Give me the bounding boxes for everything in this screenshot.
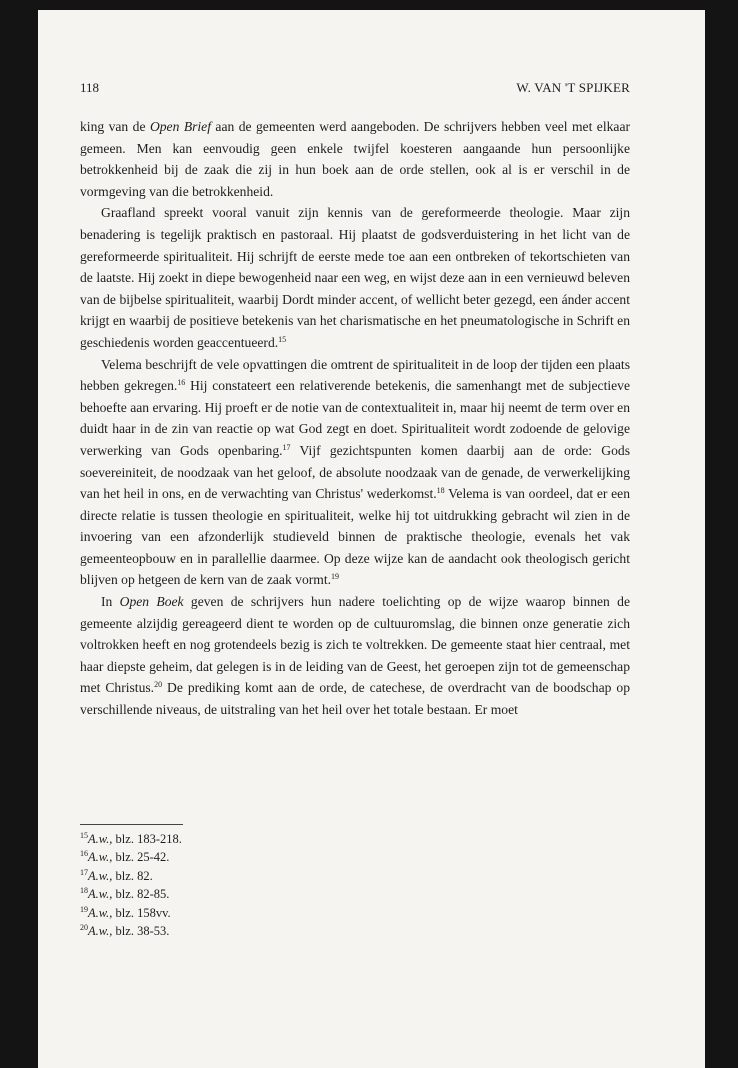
footnote-number: 18 [80, 886, 88, 896]
text-run: In [101, 594, 120, 610]
paragraph [80, 116, 630, 202]
footnote-ref: 15 [278, 334, 287, 344]
footnote [80, 867, 380, 885]
footnote [80, 848, 380, 866]
text-run: king van de [80, 119, 150, 134]
footnote-ref-abbrev: A.w., [88, 905, 113, 920]
body-text [80, 116, 630, 721]
footnote-number: 20 [80, 923, 88, 933]
footnote [80, 885, 380, 903]
paragraph [80, 591, 630, 721]
footnote-text: blz. 82-85. [112, 887, 170, 902]
footnote-ref-abbrev: A.w., [88, 924, 113, 939]
italic-title: Open Boek [119, 594, 184, 610]
footnote-text: blz. 82. [112, 868, 153, 883]
footnote [80, 922, 380, 940]
text-run: Hij constateert een relativerende betekenis, die samenhangt met de subjectieve behoefte aan ervaring. Hij proeft er de notie van de contextualiteit in, maar hij neemt de term over en duidt haar in de zin van reactie op wat God zegt en doet. Spiritualiteit wordt zodoende de gelovige verwerking van Gods openbaring. [80, 378, 630, 458]
footnote-text: blz. 158vv. [112, 905, 171, 920]
text-run: De prediking komt aan de orde, de catechese, de overdracht van de boodschap op verschillende niveaus, de uitstraling van het heil over het totale bestaan. Er moet [80, 680, 630, 718]
footnote-ref-abbrev: A.w., [88, 887, 113, 902]
scan-border-left [0, 0, 38, 1068]
footnote-ref: 17 [282, 442, 291, 452]
footnote-text: blz. 38-53. [112, 924, 170, 939]
running-head: W. VAN 'T SPIJKER [516, 80, 630, 95]
footnote-ref-abbrev: A.w., [88, 832, 113, 846]
footnote-number: 17 [80, 867, 88, 877]
footnote-separator [80, 824, 183, 825]
footnote-text: blz. 183-218. [112, 832, 182, 846]
footnote-ref: 16 [177, 378, 186, 388]
text-run: Velema is van oordeel, dat er een directe relatie is tussen theologie en spiritualiteit, welke hij tot uitdrukking gebracht wil zien in de invoering van een afzonderlijk studieveld binnen de praktische theologie, evenals het vak gemeenteopbouw en in parallellie daarmee. Op deze wijze kan de aandacht ook theologisch gericht blijven op hetgeen de kern van de zaak vormt. [80, 486, 630, 588]
text-run: Velema beschrijft de vele opvattingen die omtrent de spiritualiteit in de loop der tijden een plaats hebben gekregen. [80, 356, 630, 394]
scan-border-right [705, 0, 738, 1068]
text-run: geven de schrijvers hun nadere toelichting op de wijze waarop binnen de gemeente alzijdig gereageerd dient te worden op de cultuuromslag, die binnen onze generatie zich voltrokken heeft en nog grotendeels bezig is zich te voltrekken. De gemeente staat hier centraal, met haar diepste geheim, dat gelegen is in de leiding van de Geest, het geroepen zijn tot de gemeenschap met Christus. [80, 594, 630, 696]
scan-border-top [0, 0, 738, 10]
footnotes [80, 830, 380, 940]
text-run: Graafland spreekt vooral vanuit zijn kennis van de gereformeerde theologie. Maar zijn benadering is tegelijk praktisch en pastoraal. Hij plaatst de godsverduistering in het licht van de gereformeerde spiritualiteit. Hij schrijft de eerste mede toe aan een ontbreken of tekortschieten van de laatste. Hij zoekt in diepe bewogenheid naar een weg, en wijst deze aan in een vernieuwd beleven van de bijbelse spiritualiteit, waarbij Dordt minder accent, of wellicht beter gezegd, een ánder accent krijgt en waarbij de positieve betekenis van het charismatische en het pneumatologische in Schrift en geschiedenis worden geaccentueerd. [80, 205, 630, 350]
page-number: 118 [80, 80, 100, 95]
italic-title: Open Brief [149, 119, 211, 134]
footnote-ref-abbrev: A.w., [88, 850, 113, 865]
paragraph [80, 354, 630, 592]
text-run: aan de gemeenten werd aangeboden. De schrijvers hebben veel met elkaar gemeen. Men kan eenvoudig geen enkele twijfel koesteren aangaande hun persoonlijke betrokkenheid bij de zaak die zij in hun boek aan de orde stellen, ook al is er verschil in de vormgeving van die betrokkenheid. [80, 119, 630, 199]
footnote-number: 19 [80, 904, 88, 914]
footnote-number: 16 [80, 849, 88, 859]
footnote-ref: 20 [154, 680, 163, 690]
footnote [80, 830, 380, 848]
footnote-ref-abbrev: A.w., [88, 868, 113, 883]
footnote-ref: 19 [331, 572, 340, 582]
footnote-number: 15 [80, 831, 88, 840]
footnote [80, 904, 380, 922]
paragraph [80, 202, 630, 353]
footnote-ref: 18 [436, 486, 445, 496]
text-run: Vijf gezichtspunten komen daarbij aan de orde: Gods soevereiniteit, de noodzaak van het geloof, de absolute noodzaak van de genade, de verwerkelijking van het heil in ons, en de verwachting van Christus' wederkomst. [80, 442, 630, 502]
footnote-text: blz. 25-42. [112, 850, 170, 865]
